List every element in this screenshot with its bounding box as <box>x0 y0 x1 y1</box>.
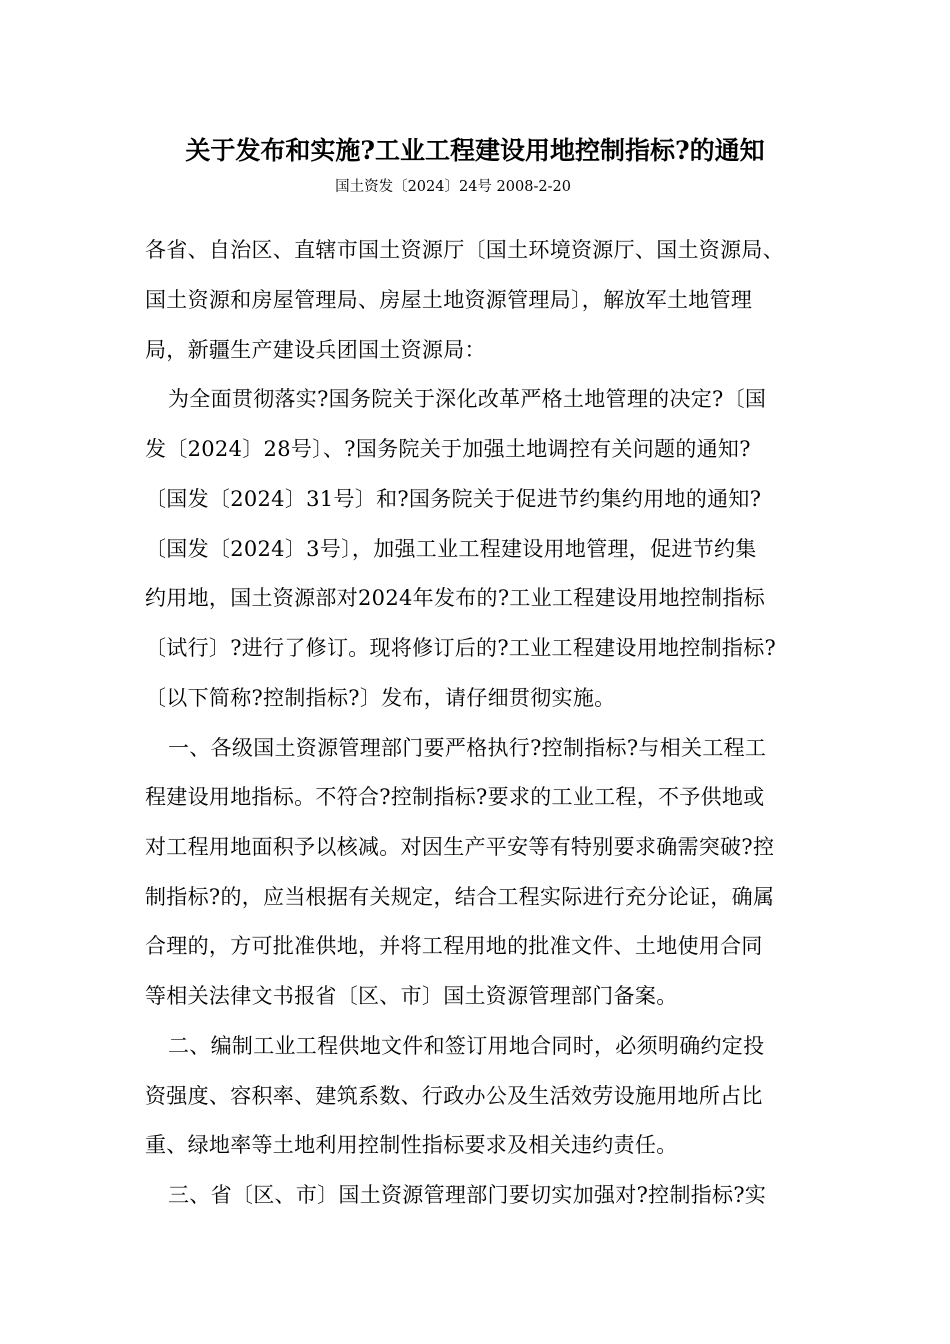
body-line: 〔以下简称?控制指标?〕发布，请仔细贯彻实施。 <box>145 686 616 710</box>
document-number-date: 国土资发〔2024〕24号 2008-2-20 <box>335 179 571 195</box>
body-line: 资强度、容积率、建筑系数、行政办公及生活效劳设施用地所占比 <box>145 1084 763 1108</box>
body-line: 局，新疆生产建设兵团国土资源局： <box>145 338 486 362</box>
body-line: 一、各级国土资源管理部门要严格执行?控制指标?与相关工程工 <box>168 736 767 760</box>
body-line: 各省、自治区、直辖市国土资源厅〔国土环境资源厅、国土资源局、 <box>145 238 784 262</box>
body-line: 发〔2024〕28号〕、?国务院关于加强土地调控有关问题的通知? <box>145 437 751 461</box>
body-line: 三、省〔区、市〕国土资源管理部门要切实加强对?控制指标?实 <box>168 1183 767 1207</box>
body-line: 程建设用地指标。不符合?控制指标?要求的工业工程，不予供地或 <box>145 785 765 809</box>
body-line: 制指标?的，应当根据有关规定，结合工程实际进行充分论证，确属 <box>145 885 775 909</box>
body-line: 为全面贯彻落实?国务院关于深化改革严格土地管理的决定?〔国 <box>168 387 767 411</box>
body-line: 等相关法律文书报省〔区、市〕国土资源管理部门备案。 <box>145 984 678 1008</box>
body-line: 约用地，国土资源部对2024年发布的?工业工程建设用地控制指标 <box>145 586 765 610</box>
body-line: 国土资源和房屋管理局、房屋土地资源管理局〕，解放军土地管理 <box>145 288 753 312</box>
body-line: 〔国发〔2024〕3号〕，加强工业工程建设用地管理，促进节约集 <box>145 537 757 561</box>
body-line: 对工程用地面积予以核减。对因生产平安等有特别要求确需突破?控 <box>145 835 775 859</box>
body-line: 合理的，方可批准供地，并将工程用地的批准文件、土地使用合同 <box>145 934 763 958</box>
body-line: 二、编制工业工程供地文件和签订用地合同时，必须明确约定投 <box>168 1034 765 1058</box>
body-line: 〔国发〔2024〕31号〕和?国务院关于促进节约集约用地的通知? <box>145 487 762 511</box>
body-line: 重、绿地率等土地利用控制性指标要求及相关违约责任。 <box>145 1133 678 1157</box>
body-line: 〔试行〕?进行了修订。现将修订后的?工业工程建设用地控制指标? <box>145 636 777 660</box>
document-title: 关于发布和实施?工业工程建设用地控制指标?的通知 <box>185 136 765 165</box>
